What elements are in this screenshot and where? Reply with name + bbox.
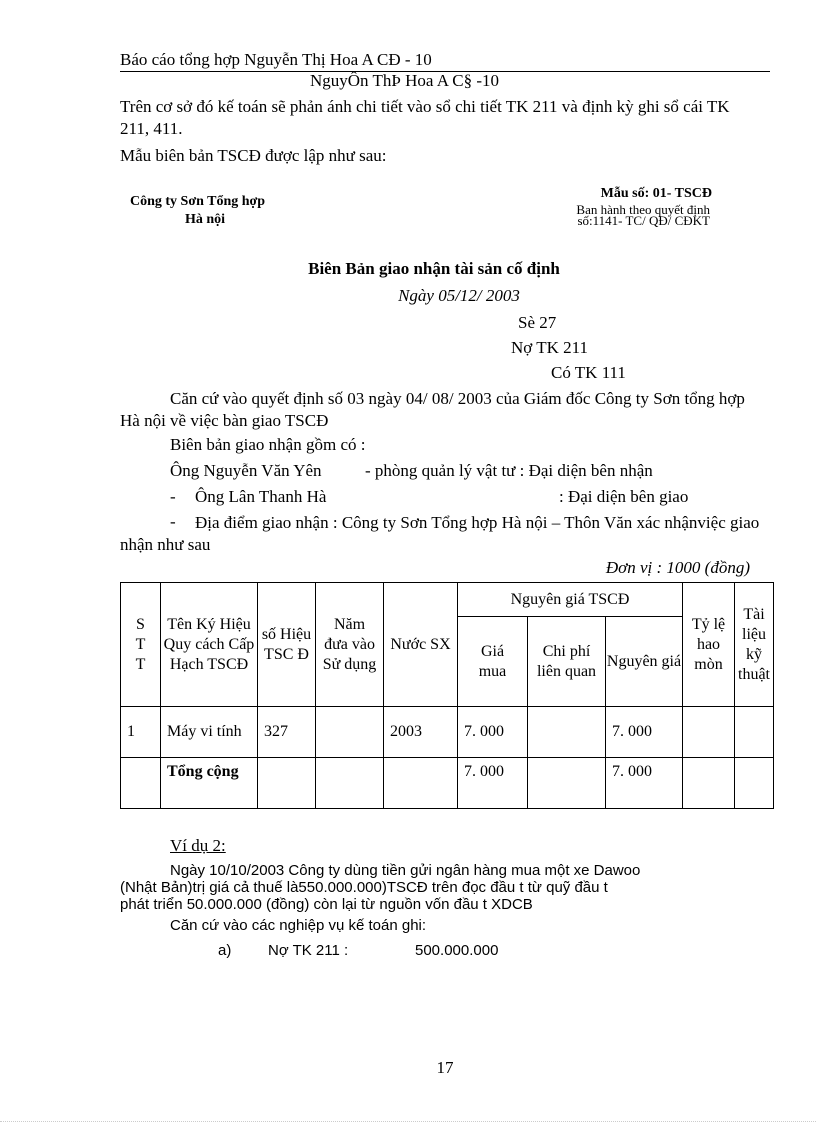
cell-year (316, 707, 384, 758)
receiver-role: - phòng quản lý vật tư : Đại diện bên nhận (365, 461, 653, 480)
cell-price: 7. 000 (458, 758, 528, 809)
cell-depreciation (683, 758, 735, 809)
cell-code (258, 758, 316, 809)
page-bottom-rule (0, 1121, 816, 1122)
report-header: Báo cáo tổng hợp Nguyễn Thị Hoa A CĐ - 10 (120, 50, 432, 69)
example-line-2: (Nhật Bản)trị giá cả thuế là550.000.000)TSCĐ trên đọc đầu t từ quỹ đầu t (120, 879, 608, 896)
location-bullet: - (170, 512, 176, 531)
table-row (121, 758, 774, 809)
document-date: Ngày 05/12/ 2003 (398, 286, 520, 305)
asset-table (120, 582, 774, 809)
table-row (121, 707, 774, 758)
entry-label: a) (218, 942, 232, 959)
document-title: Biên Bản giao nhận tài sản cố định (308, 259, 560, 278)
header-asset-name: Tên Ký Hiệu Quy cách Cấp Hạch TSCĐ (161, 583, 258, 707)
form-decree-line2: số:1141- TC/ QĐ/ CĐKT (577, 213, 710, 228)
cell-original-cost: 7. 000 (606, 758, 683, 809)
cell-stt (121, 758, 161, 809)
header-country: Nước SX (384, 583, 458, 707)
intro-form-note: Mẫu biên bản TSCĐ được lập như sau: (120, 146, 387, 165)
cell-original-cost: 7. 000 (606, 707, 683, 758)
members-intro: Biên bản giao nhận gồm có : (170, 435, 366, 454)
giver-bullet: - (170, 487, 176, 506)
header-price: Giá mua (458, 617, 528, 707)
header-stt: S T T (121, 583, 161, 707)
company-city: Hà nội (185, 212, 226, 227)
receiver-name: Ông Nguyễn Văn Yên (170, 461, 322, 480)
giver-name: Ông Lân Thanh Hà (195, 487, 327, 506)
entry-amount: 500.000.000 (415, 942, 499, 959)
entry-account: Nợ TK 211 : (268, 942, 349, 959)
location-paragraph: Địa điểm giao nhận : Công ty Sơn Tổng hợp Hà nội – Thôn Văn xác nhậnviệc giao nhận như sau (120, 513, 760, 554)
intro-paragraph: Trên cơ sở đó kế toán sẽ phản ánh chi tiết vào sổ chi tiết TK 211 và định kỳ ghi sổ cái TK 211, 411. (120, 97, 730, 138)
cell-stt: 1 (121, 707, 161, 758)
cell-docs (735, 758, 774, 809)
page-number: 17 (436, 1058, 454, 1077)
garbled-header: NguyÔn ThÞ Hoa A C§ -10 (310, 71, 500, 90)
document-number: Sè 27 (518, 313, 557, 332)
cell-related-cost (528, 707, 606, 758)
cell-name: Tổng cộng (161, 758, 258, 809)
unit-label: Đơn vị : 1000 (đồng) (605, 558, 750, 577)
example-line-3: phát triển 50.000.000 (đồng) còn lại từ nguồn vốn đầu t XDCB (120, 896, 533, 913)
header-asset-code: số Hiệu TSC Đ (258, 583, 316, 707)
example-heading: Ví dụ 2: (170, 836, 226, 855)
header-docs: Tài liệu kỹ thuật (735, 583, 774, 707)
example-line-1: Ngày 10/10/2003 Công ty dùng tiền gửi ngân hàng mua một xe Dawoo (170, 862, 641, 879)
cell-depreciation (683, 707, 735, 758)
debit-account: Nợ TK 211 (511, 338, 588, 357)
form-number: Mẫu số: 01- TSCĐ (600, 186, 712, 201)
cell-country: 2003 (384, 707, 458, 758)
cell-year (316, 758, 384, 809)
header-original-cost: Nguyên giá (606, 617, 683, 707)
header-year: Năm đưa vào Sử dụng (316, 583, 384, 707)
cell-related-cost (528, 758, 606, 809)
header-cost-group: Nguyên giá TSCĐ (458, 583, 683, 617)
company-name: Công ty Sơn Tổng hợp (130, 194, 266, 209)
credit-account: Có TK 111 (551, 363, 626, 382)
form-decree-line1: Ban hành theo quyết định (576, 202, 710, 217)
cell-price: 7. 000 (458, 707, 528, 758)
header-related-cost: Chi phí liên quan (528, 617, 606, 707)
header-depreciation: Tỷ lệ hao mòn (683, 583, 735, 707)
cell-country (384, 758, 458, 809)
example-line-4: Căn cứ vào các nghiệp vụ kế toán ghi: (170, 917, 427, 934)
cell-docs (735, 707, 774, 758)
giver-role: : Đại diện bên giao (559, 487, 689, 506)
cell-code: 327 (258, 707, 316, 758)
basis-paragraph: Căn cứ vào quyết định số 03 ngày 04/ 08/ 2003 của Giám đốc Công ty Sơn tổng hợp Hà nội về việc bàn giao TSCĐ (120, 389, 745, 430)
cell-name: Máy vi tính (161, 707, 258, 758)
